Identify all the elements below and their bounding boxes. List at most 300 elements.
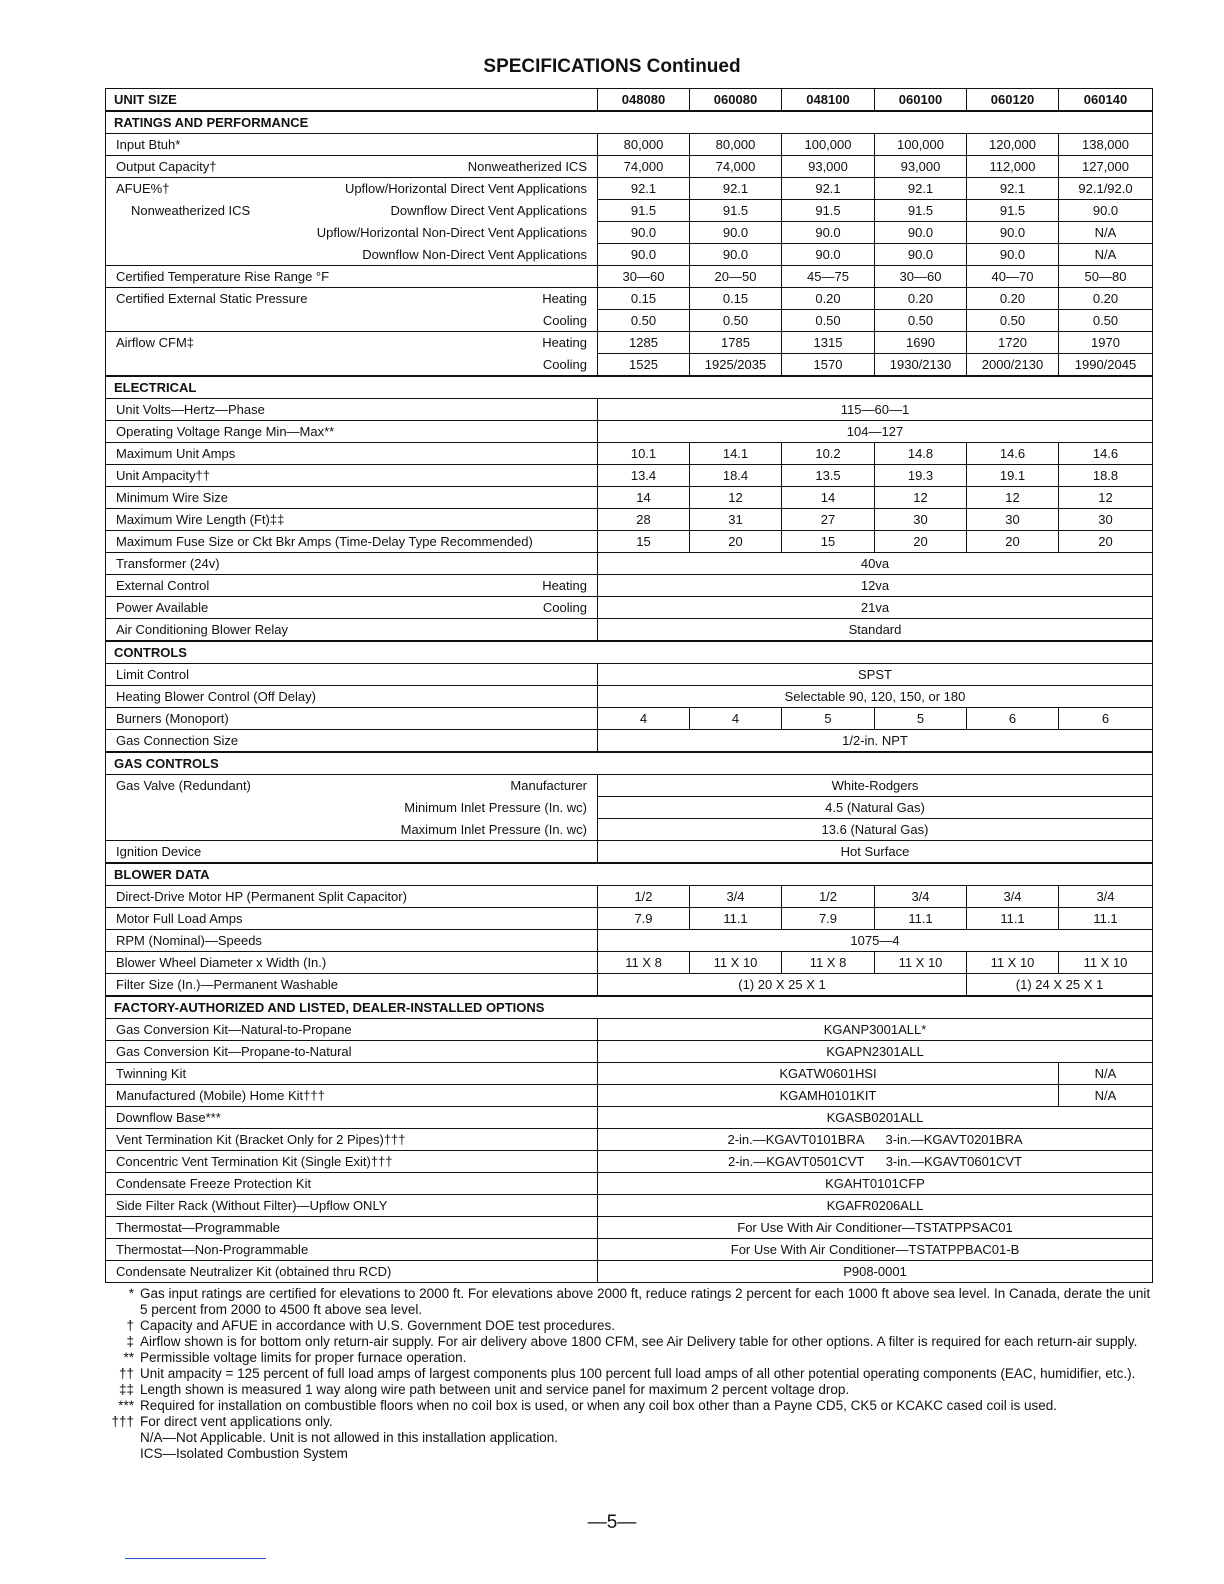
footnote bbox=[106, 1318, 1156, 1334]
footnote bbox=[106, 1398, 1156, 1414]
thermostat-programmable-label-text: Thermostat—Programmable bbox=[116, 1220, 280, 1235]
transformer-label bbox=[106, 553, 598, 575]
static-heating-value: 0.15 bbox=[598, 288, 690, 310]
static-cooling-value: 0.50 bbox=[598, 310, 690, 332]
blower-data-section-title: BLOWER DATA bbox=[106, 863, 1153, 886]
condensate-neutralizer-row bbox=[106, 1261, 1153, 1283]
min-wire-size-label-text: Minimum Wire Size bbox=[116, 490, 228, 505]
gas-controls-section bbox=[106, 752, 1153, 775]
conv-propane-natural-value: KGAPN2301ALL bbox=[598, 1041, 1153, 1063]
motor-hp-value: 3/4 bbox=[690, 886, 782, 908]
output-capacity-value: 74,000 bbox=[598, 156, 690, 178]
airflow-heating-row bbox=[106, 332, 1153, 354]
max-unit-amps-value: 14.6 bbox=[967, 443, 1059, 465]
static-heating-row bbox=[106, 288, 1153, 310]
voltage-range-row bbox=[106, 421, 1153, 443]
side-filter-rack-value: KGAFR0206ALL bbox=[598, 1195, 1153, 1217]
afue-upflow-direct-value: 92.1 bbox=[875, 178, 967, 200]
max-wire-length-value: 30 bbox=[1059, 509, 1153, 531]
max-unit-amps-value: 14.6 bbox=[1059, 443, 1153, 465]
downflow-base-label bbox=[106, 1107, 598, 1129]
vent-termination-kit-value: 2-in.—KGAVT0101BRA 3-in.—KGAVT0201BRA bbox=[598, 1129, 1153, 1151]
output-capacity-label bbox=[106, 156, 598, 178]
input-btuh-value: 100,000 bbox=[782, 134, 875, 156]
max-fuse-size-value: 20 bbox=[875, 531, 967, 553]
max-fuse-size-value: 15 bbox=[782, 531, 875, 553]
static-heating-value: 0.20 bbox=[875, 288, 967, 310]
min-inlet-pressure-value: 4.5 (Natural Gas) bbox=[598, 797, 1153, 819]
ignition-device-label-text: Ignition Device bbox=[116, 844, 202, 859]
airflow-cooling-value: 1930/2130 bbox=[875, 354, 967, 377]
output-capacity-value: 93,000 bbox=[875, 156, 967, 178]
blower-data-section bbox=[106, 863, 1153, 886]
output-capacity-label-text: Output Capacity† bbox=[116, 159, 217, 174]
airflow-heating-value: 1785 bbox=[690, 332, 782, 354]
mobile-home-kit-label bbox=[106, 1085, 598, 1107]
afue-upflow-direct-label-right: Upflow/Horizontal Direct Vent Applications bbox=[344, 181, 587, 196]
side-filter-rack-row bbox=[106, 1195, 1153, 1217]
unit-ampacity-value: 19.3 bbox=[875, 465, 967, 487]
ignition-device-value: Hot Surface bbox=[598, 841, 1153, 864]
unit-ampacity-value: 18.4 bbox=[690, 465, 782, 487]
unit-size-value: 060080 bbox=[690, 89, 782, 112]
thermostat-programmable-row bbox=[106, 1217, 1153, 1239]
max-fuse-size-row bbox=[106, 531, 1153, 553]
afue-downflow-nondirect-value: 90.0 bbox=[875, 244, 967, 266]
transformer-value: 40va bbox=[598, 553, 1153, 575]
thermostat-programmable-label bbox=[106, 1217, 598, 1239]
unit-ampacity-value: 13.4 bbox=[598, 465, 690, 487]
static-cooling-value: 0.50 bbox=[875, 310, 967, 332]
specifications-body bbox=[106, 89, 1153, 1283]
max-fuse-size-label-text: Maximum Fuse Size or Ckt Bkr Amps (Time-Delay Type Recommended) bbox=[116, 534, 533, 549]
max-fuse-size-value: 20 bbox=[1059, 531, 1153, 553]
downflow-base-label-text: Downflow Base*** bbox=[116, 1110, 221, 1125]
input-btuh-value: 138,000 bbox=[1059, 134, 1153, 156]
temp-rise-value: 45—75 bbox=[782, 266, 875, 288]
freeze-protection-kit-row bbox=[106, 1173, 1153, 1195]
side-filter-rack-label-text: Side Filter Rack (Without Filter)—Upflow ONLY bbox=[116, 1198, 388, 1213]
footnote-text: Length shown is measured 1 way along wire path between unit and service panel for maximum 2 percent voltage drop. bbox=[140, 1382, 850, 1397]
motor-hp-value: 3/4 bbox=[1059, 886, 1153, 908]
unit-volts-row bbox=[106, 399, 1153, 421]
controls-section bbox=[106, 641, 1153, 664]
input-btuh-label-text: Input Btuh* bbox=[116, 137, 181, 152]
input-btuh-value: 120,000 bbox=[967, 134, 1059, 156]
afue-downflow-direct-label-text: Nonweatherized ICS bbox=[131, 202, 251, 218]
unit-ampacity-value: 19.1 bbox=[967, 465, 1059, 487]
output-capacity-value: 127,000 bbox=[1059, 156, 1153, 178]
static-heating-value: 0.20 bbox=[1059, 288, 1153, 310]
blower-relay-value: Standard bbox=[598, 619, 1153, 642]
airflow-heating-value: 1690 bbox=[875, 332, 967, 354]
conv-propane-natural-label bbox=[106, 1041, 598, 1063]
max-fuse-size-value: 15 bbox=[598, 531, 690, 553]
motor-fla-value: 11.1 bbox=[875, 908, 967, 930]
max-wire-length-value: 31 bbox=[690, 509, 782, 531]
airflow-cooling-value: 1990/2045 bbox=[1059, 354, 1153, 377]
input-btuh-row bbox=[106, 134, 1153, 156]
power-available-label-text: Power Available bbox=[116, 600, 209, 615]
min-wire-size-value: 12 bbox=[1059, 487, 1153, 509]
ignition-device-label bbox=[106, 841, 598, 864]
min-wire-size-value: 12 bbox=[875, 487, 967, 509]
footnote-text: Required for installation on combustible floors when no coil box is used, or when any coil box other than a Payne CD5, CK5 or KCAKC cased coil is used. bbox=[140, 1398, 1057, 1413]
max-inlet-pressure-row bbox=[106, 819, 1153, 841]
voltage-range-label bbox=[106, 421, 598, 443]
conv-natural-propane-label-text: Gas Conversion Kit—Natural-to-Propane bbox=[116, 1022, 352, 1037]
voltage-range-value: 104—127 bbox=[598, 421, 1153, 443]
rpm-speeds-label bbox=[106, 930, 598, 952]
airflow-heating-label bbox=[106, 332, 598, 354]
temp-rise-value: 30—60 bbox=[598, 266, 690, 288]
airflow-cooling-value: 1925/2035 bbox=[690, 354, 782, 377]
gas-controls-section-title: GAS CONTROLS bbox=[106, 752, 1153, 775]
freeze-protection-kit-label bbox=[106, 1173, 598, 1195]
external-control-label-text: External Control bbox=[116, 578, 210, 593]
filter-size-label-text: Filter Size (In.)—Permanent Washable bbox=[116, 977, 339, 992]
afue-upflow-direct-label-text: AFUE%† bbox=[116, 181, 170, 196]
gas-valve-manufacturer-label-text: Gas Valve (Redundant) bbox=[116, 778, 251, 793]
min-wire-size-value: 12 bbox=[690, 487, 782, 509]
blower-wheel-label-text: Blower Wheel Diameter x Width (In.) bbox=[116, 955, 327, 970]
output-capacity-value: 93,000 bbox=[782, 156, 875, 178]
thermostat-non-programmable-row bbox=[106, 1239, 1153, 1261]
conv-natural-propane-row bbox=[106, 1019, 1153, 1041]
blower-relay-label-text: Air Conditioning Blower Relay bbox=[116, 622, 288, 637]
footnote-mark: *** bbox=[118, 1398, 134, 1413]
conv-propane-natural-row bbox=[106, 1041, 1153, 1063]
motor-fla-label-text: Motor Full Load Amps bbox=[116, 911, 243, 926]
footnote bbox=[106, 1366, 1156, 1382]
max-wire-length-row bbox=[106, 509, 1153, 531]
afue-upflow-direct-label bbox=[106, 178, 598, 200]
afue-upflow-direct-value: 92.1 bbox=[782, 178, 875, 200]
motor-fla-label bbox=[106, 908, 598, 930]
blower-relay-label bbox=[106, 619, 598, 642]
static-cooling-label-right: Cooling bbox=[542, 312, 587, 328]
vent-termination-kit-label bbox=[106, 1129, 598, 1151]
temp-rise-value: 40—70 bbox=[967, 266, 1059, 288]
motor-fla-value: 11.1 bbox=[1059, 908, 1153, 930]
footnote-text: ICS—Isolated Combustion System bbox=[140, 1446, 348, 1461]
motor-fla-value: 11.1 bbox=[690, 908, 782, 930]
unit-ampacity-row bbox=[106, 465, 1153, 487]
gas-valve-manufacturer-value: White-Rodgers bbox=[598, 775, 1153, 797]
max-unit-amps-value: 10.1 bbox=[598, 443, 690, 465]
footnote-mark: ‡ bbox=[126, 1334, 134, 1349]
mobile-home-kit-value-alt: N/A bbox=[1059, 1085, 1153, 1107]
afue-downflow-nondirect-label-right: Downflow Non-Direct Vent Applications bbox=[362, 246, 587, 262]
static-heating-label-right: Heating bbox=[542, 291, 587, 306]
footnote bbox=[106, 1446, 1156, 1462]
temp-rise-value: 20—50 bbox=[690, 266, 782, 288]
static-cooling-value: 0.50 bbox=[690, 310, 782, 332]
motor-fla-value: 11.1 bbox=[967, 908, 1059, 930]
burners-value: 6 bbox=[967, 708, 1059, 730]
freeze-protection-kit-label-text: Condensate Freeze Protection Kit bbox=[116, 1176, 312, 1191]
temp-rise-label-text: Certified Temperature Rise Range °F bbox=[116, 269, 330, 284]
condensate-neutralizer-label-text: Condensate Neutralizer Kit (obtained thru RCD) bbox=[116, 1264, 392, 1279]
max-inlet-pressure-label bbox=[106, 819, 598, 841]
concentric-vent-kit-label bbox=[106, 1151, 598, 1173]
afue-downflow-direct-label bbox=[106, 200, 598, 222]
power-available-value: 21va bbox=[598, 597, 1153, 619]
filter-size-value-alt: (1) 24 X 25 X 1 bbox=[967, 974, 1153, 997]
twinning-kit-row bbox=[106, 1063, 1153, 1085]
limit-control-row bbox=[106, 664, 1153, 686]
heating-blower-control-label bbox=[106, 686, 598, 708]
airflow-heating-value: 1720 bbox=[967, 332, 1059, 354]
unit-ampacity-label-text: Unit Ampacity†† bbox=[116, 468, 210, 483]
motor-hp-value: 1/2 bbox=[598, 886, 690, 908]
afue-downflow-direct-value: 91.5 bbox=[782, 200, 875, 222]
conv-natural-propane-label bbox=[106, 1019, 598, 1041]
twinning-kit-value-alt: N/A bbox=[1059, 1063, 1153, 1085]
afue-downflow-nondirect-value: N/A bbox=[1059, 244, 1153, 266]
freeze-protection-kit-value: KGAHT0101CFP bbox=[598, 1173, 1153, 1195]
blower-wheel-value: 11 X 8 bbox=[598, 952, 690, 974]
output-capacity-row bbox=[106, 156, 1153, 178]
transformer-label-text: Transformer (24v) bbox=[116, 556, 220, 571]
external-control-row bbox=[106, 575, 1153, 597]
output-capacity-value: 112,000 bbox=[967, 156, 1059, 178]
gas-connection-label bbox=[106, 730, 598, 753]
afue-downflow-direct-value: 91.5 bbox=[690, 200, 782, 222]
afue-upflow-direct-value: 92.1 bbox=[690, 178, 782, 200]
twinning-kit-value: KGATW0601HSI bbox=[598, 1063, 1059, 1085]
limit-control-label-text: Limit Control bbox=[116, 667, 189, 682]
max-wire-length-label-text: Maximum Wire Length (Ft)‡‡ bbox=[116, 512, 285, 527]
condensate-neutralizer-value: P908-0001 bbox=[598, 1261, 1153, 1283]
footnote-text: Unit ampacity = 125 percent of full load amps of largest components plus 100 percent full load amps of all other potential operating components (EAC, humidifier, etc.). bbox=[140, 1366, 1136, 1381]
electrical-section bbox=[106, 376, 1153, 399]
unit-size-value: 060120 bbox=[967, 89, 1059, 112]
gas-connection-row bbox=[106, 730, 1153, 753]
gas-connection-label-text: Gas Connection Size bbox=[116, 733, 239, 748]
min-wire-size-value: 14 bbox=[598, 487, 690, 509]
footnote-text: Permissible voltage limits for proper furnace operation. bbox=[140, 1350, 467, 1365]
concentric-vent-kit-row bbox=[106, 1151, 1153, 1173]
afue-upflow-nondirect-label bbox=[106, 222, 598, 244]
airflow-cooling-label-right: Cooling bbox=[542, 356, 587, 372]
motor-hp-value: 3/4 bbox=[967, 886, 1059, 908]
twinning-kit-label-text: Twinning Kit bbox=[116, 1066, 187, 1081]
unit-size-value: 060140 bbox=[1059, 89, 1153, 112]
blower-wheel-value: 11 X 8 bbox=[782, 952, 875, 974]
motor-fla-value: 7.9 bbox=[598, 908, 690, 930]
input-btuh-value: 100,000 bbox=[875, 134, 967, 156]
max-wire-length-value: 30 bbox=[875, 509, 967, 531]
filter-size-label bbox=[106, 974, 598, 997]
static-cooling-row bbox=[106, 310, 1153, 332]
static-cooling-value: 0.50 bbox=[967, 310, 1059, 332]
min-inlet-pressure-label-right: Minimum Inlet Pressure (In. wc) bbox=[404, 799, 587, 815]
unit-size-row bbox=[106, 89, 1153, 112]
max-unit-amps-value: 10.2 bbox=[782, 443, 875, 465]
page-title: SPECIFICATIONS Continued bbox=[483, 56, 741, 77]
max-unit-amps-label-text: Maximum Unit Amps bbox=[116, 446, 236, 461]
filter-size-value: (1) 20 X 25 X 1 bbox=[598, 974, 967, 997]
motor-hp-label-text: Direct-Drive Motor HP (Permanent Split Capacitor) bbox=[116, 889, 407, 904]
static-heating-value: 0.20 bbox=[782, 288, 875, 310]
afue-downflow-nondirect-value: 90.0 bbox=[690, 244, 782, 266]
motor-fla-value: 7.9 bbox=[782, 908, 875, 930]
burners-row bbox=[106, 708, 1153, 730]
unit-volts-label-text: Unit Volts—Hertz—Phase bbox=[116, 402, 265, 417]
min-wire-size-row bbox=[106, 487, 1153, 509]
unit-size-value: 048100 bbox=[782, 89, 875, 112]
motor-hp-value: 3/4 bbox=[875, 886, 967, 908]
max-fuse-size-label bbox=[106, 531, 598, 553]
unit-ampacity-value: 18.8 bbox=[1059, 465, 1153, 487]
options-section-title: FACTORY-AUTHORIZED AND LISTED, DEALER-INSTALLED OPTIONS bbox=[106, 996, 1153, 1019]
footnote-text: Capacity and AFUE in accordance with U.S. Government DOE test procedures. bbox=[140, 1318, 615, 1333]
motor-hp-row bbox=[106, 886, 1153, 908]
downflow-base-row bbox=[106, 1107, 1153, 1129]
afue-downflow-nondirect-value: 90.0 bbox=[782, 244, 875, 266]
options-section bbox=[106, 996, 1153, 1019]
airflow-heating-value: 1315 bbox=[782, 332, 875, 354]
input-btuh-value: 80,000 bbox=[690, 134, 782, 156]
footnote-mark: †† bbox=[118, 1366, 134, 1381]
external-control-label bbox=[106, 575, 598, 597]
footnote-mark: ††† bbox=[111, 1414, 134, 1429]
footnote-text: N/A—Not Applicable. Unit is not allowed in this installation application. bbox=[140, 1430, 558, 1445]
mobile-home-kit-row bbox=[106, 1085, 1153, 1107]
thermostat-non-programmable-value: For Use With Air Conditioner—TSTATPPBAC01-B bbox=[598, 1239, 1153, 1261]
blower-wheel-value: 11 X 10 bbox=[1059, 952, 1153, 974]
temp-rise-label bbox=[106, 266, 598, 288]
unit-ampacity-label bbox=[106, 465, 598, 487]
footnote bbox=[106, 1382, 1156, 1398]
power-available-label-right: Cooling bbox=[542, 600, 587, 615]
motor-hp-value: 1/2 bbox=[782, 886, 875, 908]
min-wire-size-label bbox=[106, 487, 598, 509]
max-wire-length-value: 30 bbox=[967, 509, 1059, 531]
heating-blower-control-label-text: Heating Blower Control (Off Delay) bbox=[116, 689, 316, 704]
rpm-speeds-value: 1075—4 bbox=[598, 930, 1153, 952]
power-available-label bbox=[106, 597, 598, 619]
limit-control-value: SPST bbox=[598, 664, 1153, 686]
max-inlet-pressure-value: 13.6 (Natural Gas) bbox=[598, 819, 1153, 841]
vent-termination-kit-row bbox=[106, 1129, 1153, 1151]
condensate-neutralizer-label bbox=[106, 1261, 598, 1283]
static-cooling-label bbox=[106, 310, 598, 332]
afue-upflow-direct-value: 92.1/92.0 bbox=[1059, 178, 1153, 200]
unit-ampacity-value: 13.5 bbox=[782, 465, 875, 487]
airflow-cooling-label bbox=[106, 354, 598, 377]
footnote-mark: * bbox=[128, 1286, 134, 1301]
blower-wheel-label bbox=[106, 952, 598, 974]
airflow-heating-label-right: Heating bbox=[542, 335, 587, 350]
output-capacity-value: 74,000 bbox=[690, 156, 782, 178]
afue-downflow-direct-value: 90.0 bbox=[1059, 200, 1153, 222]
gas-valve-manufacturer-row bbox=[106, 775, 1153, 797]
burners-value: 5 bbox=[782, 708, 875, 730]
airflow-cooling-value: 1525 bbox=[598, 354, 690, 377]
min-inlet-pressure-label bbox=[106, 797, 598, 819]
ratings-section bbox=[106, 111, 1153, 134]
footnote-text: Airflow shown is for bottom only return-air supply. For air delivery above 1800 CFM, see Air Delivery table for other options. A filter is required for each return-air supply. bbox=[140, 1334, 1138, 1349]
specifications-table bbox=[105, 88, 1153, 1283]
max-fuse-size-value: 20 bbox=[967, 531, 1059, 553]
footnote-mark: ** bbox=[123, 1350, 134, 1365]
afue-downflow-direct-value: 91.5 bbox=[967, 200, 1059, 222]
controls-section-title: CONTROLS bbox=[106, 641, 1153, 664]
max-unit-amps-value: 14.1 bbox=[690, 443, 782, 465]
blower-wheel-row bbox=[106, 952, 1153, 974]
burners-label-text: Burners (Monoport) bbox=[116, 711, 229, 726]
afue-upflow-direct-value: 92.1 bbox=[967, 178, 1059, 200]
airflow-cooling-row bbox=[106, 354, 1153, 377]
temp-rise-row bbox=[106, 266, 1153, 288]
burners-value: 6 bbox=[1059, 708, 1153, 730]
ignition-device-row bbox=[106, 841, 1153, 864]
static-heating-label-text: Certified External Static Pressure bbox=[116, 291, 308, 306]
input-btuh-label bbox=[106, 134, 598, 156]
afue-downflow-nondirect-label bbox=[106, 244, 598, 266]
page-number: —5— bbox=[587, 1512, 637, 1533]
footnote bbox=[106, 1350, 1156, 1366]
filter-size-row bbox=[106, 974, 1153, 997]
afue-downflow-nondirect-value: 90.0 bbox=[967, 244, 1059, 266]
burners-label bbox=[106, 708, 598, 730]
unit-size-label: UNIT SIZE bbox=[106, 89, 598, 112]
max-unit-amps-label bbox=[106, 443, 598, 465]
max-wire-length-value: 28 bbox=[598, 509, 690, 531]
max-unit-amps-value: 14.8 bbox=[875, 443, 967, 465]
footnote-text: Gas input ratings are certified for elevations to 2000 ft. For elevations above 2000 ft, reduce ratings 2 percent for each 1000 ft above sea level. In Canada, derate the unit 5 percent from 2000 to 4500 ft above sea level. bbox=[140, 1286, 1151, 1317]
airflow-cooling-value: 1570 bbox=[782, 354, 875, 377]
footnote bbox=[106, 1414, 1156, 1430]
gas-valve-manufacturer-label-right: Manufacturer bbox=[510, 778, 587, 793]
airflow-heating-label-text: Airflow CFM‡ bbox=[116, 335, 195, 350]
max-wire-length-value: 27 bbox=[782, 509, 875, 531]
mobile-home-kit-value: KGAMH0101KIT bbox=[598, 1085, 1059, 1107]
blower-wheel-value: 11 X 10 bbox=[875, 952, 967, 974]
airflow-heating-value: 1285 bbox=[598, 332, 690, 354]
external-control-label-right: Heating bbox=[542, 578, 587, 593]
output-capacity-label-right: Nonweatherized ICS bbox=[467, 159, 587, 174]
blower-wheel-value: 11 X 10 bbox=[690, 952, 782, 974]
blower-wheel-value: 11 X 10 bbox=[967, 952, 1059, 974]
temp-rise-value: 30—60 bbox=[875, 266, 967, 288]
transformer-row bbox=[106, 553, 1153, 575]
footnote-mark: ‡‡ bbox=[118, 1382, 134, 1397]
footnote bbox=[106, 1334, 1156, 1350]
heating-blower-control-row bbox=[106, 686, 1153, 708]
burners-value: 5 bbox=[875, 708, 967, 730]
rpm-speeds-label-text: RPM (Nominal)—Speeds bbox=[116, 933, 262, 948]
electrical-section-title: ELECTRICAL bbox=[106, 376, 1153, 399]
limit-control-label bbox=[106, 664, 598, 686]
conv-natural-propane-value: KGANP3001ALL* bbox=[598, 1019, 1153, 1041]
voltage-range-label-text: Operating Voltage Range Min—Max** bbox=[116, 424, 335, 439]
vent-termination-kit-label-text: Vent Termination Kit (Bracket Only for 2 Pipes)††† bbox=[116, 1132, 406, 1147]
temp-rise-value: 50—80 bbox=[1059, 266, 1153, 288]
static-heating-label bbox=[106, 288, 598, 310]
twinning-kit-label bbox=[106, 1063, 598, 1085]
ratings-section-title: RATINGS AND PERFORMANCE bbox=[106, 111, 1153, 134]
heating-blower-control-value: Selectable 90, 120, 150, or 180 bbox=[598, 686, 1153, 708]
afue-upflow-direct-row bbox=[106, 178, 1153, 200]
unit-volts-value: 115—60—1 bbox=[598, 399, 1153, 421]
burners-value: 4 bbox=[598, 708, 690, 730]
conv-propane-natural-label-text: Gas Conversion Kit—Propane-to-Natural bbox=[116, 1044, 352, 1059]
unit-volts-label bbox=[106, 399, 598, 421]
static-heating-value: 0.15 bbox=[690, 288, 782, 310]
